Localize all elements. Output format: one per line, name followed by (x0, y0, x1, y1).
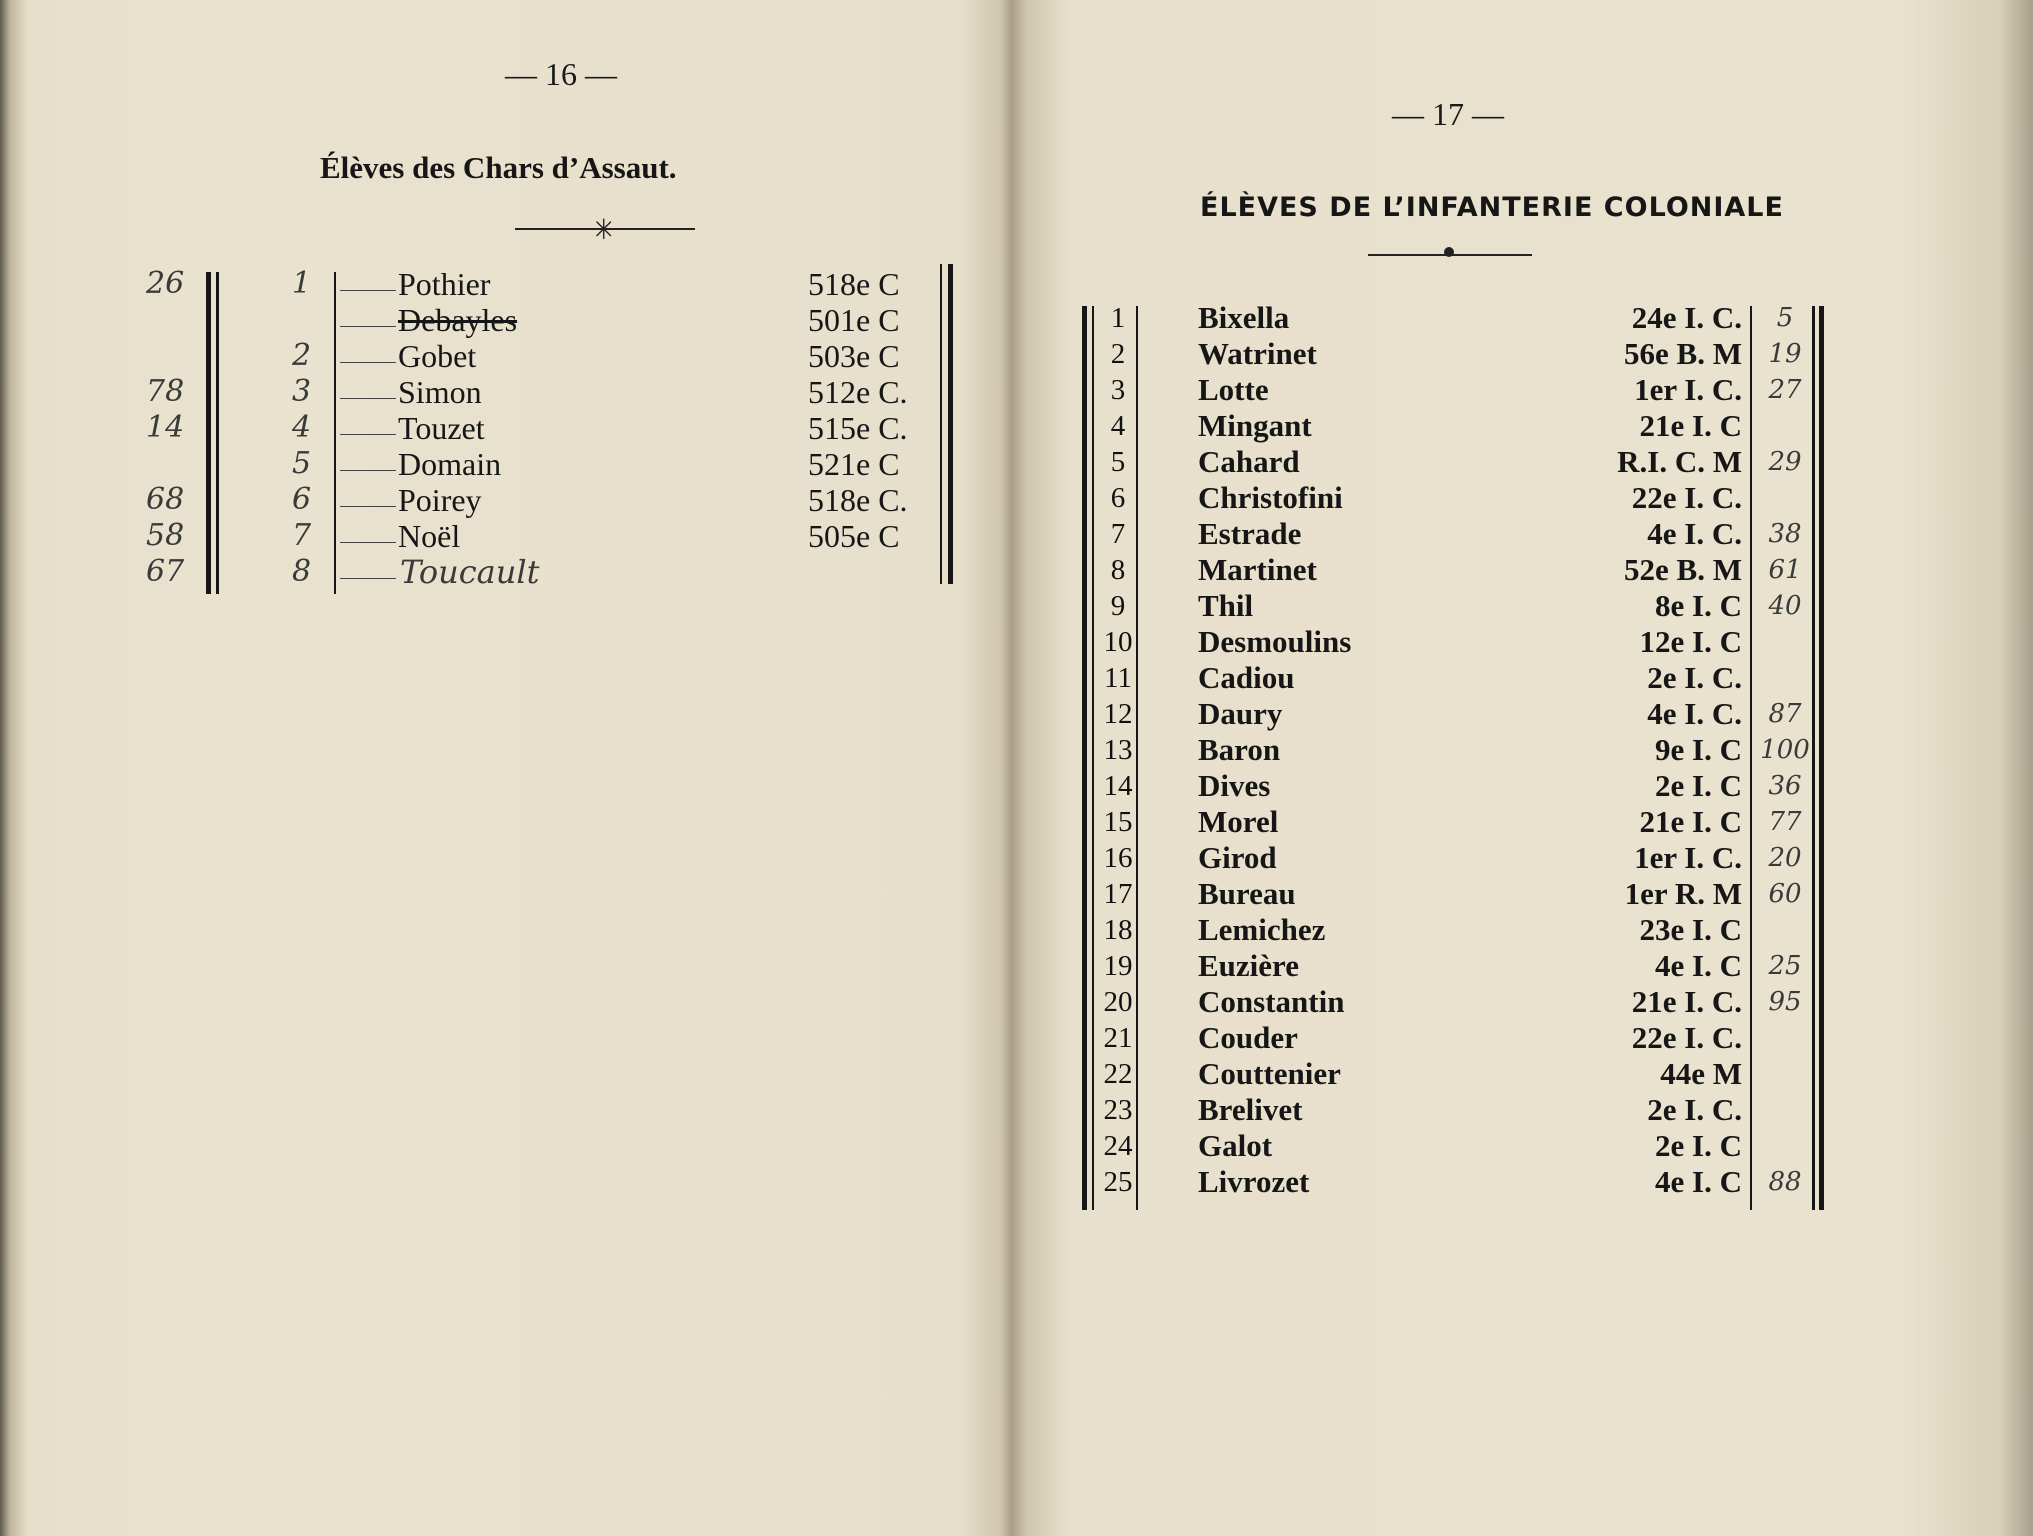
student-name: Christofini (1198, 480, 1343, 515)
table-row (1012, 1128, 2033, 1164)
table-row (1012, 408, 2033, 444)
row-number: 23 (1103, 1094, 1133, 1126)
leader-line (340, 506, 396, 507)
student-name: Baron (1198, 732, 1281, 767)
leader-line (340, 470, 396, 471)
student-name: Estrade (1198, 516, 1302, 551)
student-name: Dives (1198, 768, 1271, 803)
student-name: Lotte (1198, 372, 1269, 407)
table-row (1012, 624, 2033, 660)
row-number: 3 (1110, 374, 1126, 406)
table-row (1012, 876, 2033, 912)
list-item (0, 518, 1012, 554)
student-name: Martinet (1198, 552, 1317, 587)
row-number: 24 (1103, 1130, 1133, 1162)
row-number: 6 (1110, 482, 1126, 514)
table-row (1012, 336, 2033, 372)
student-name: Noël (398, 518, 461, 554)
row-number: 4 (1110, 410, 1126, 442)
student-name: Cahard (1198, 444, 1300, 479)
list-item (0, 374, 1012, 410)
student-name: Constantin (1198, 984, 1345, 1019)
unit-label: 12e I. C (1639, 624, 1742, 659)
table-row (1012, 840, 2033, 876)
table-row (1012, 480, 2033, 516)
margin-note: 87 (1768, 699, 1802, 729)
student-name: Pothier (398, 266, 491, 302)
student-name: Bureau (1198, 876, 1296, 911)
row-number: 2 (1110, 338, 1126, 370)
student-name: Brelivet (1198, 1092, 1303, 1127)
margin-note: 14 (146, 410, 185, 445)
row-number: 8 (292, 554, 312, 589)
table-row (1012, 372, 2033, 408)
leader-line (340, 398, 396, 399)
row-number: 11 (1104, 662, 1132, 694)
row-number: 16 (1103, 842, 1133, 874)
student-name: Watrinet (1198, 336, 1317, 371)
margin-note: 5 (1776, 303, 1794, 333)
unit-label: 2e I. C (1655, 768, 1742, 803)
unit-label: 4e I. C. (1647, 696, 1742, 731)
table-row (1012, 588, 2033, 624)
row-number: 20 (1103, 986, 1133, 1018)
row-number: 10 (1103, 626, 1133, 658)
left-page-title: Élèves des Chars d’Assaut. (320, 150, 677, 185)
row-number: 1 (292, 266, 312, 301)
student-name: Mingant (1198, 408, 1312, 443)
unit-label: 518e C (808, 266, 900, 302)
unit-label: 1er R. M (1624, 876, 1742, 911)
table-row (1012, 444, 2033, 480)
unit-label: 23e I. C (1639, 912, 1742, 947)
row-number: 5 (292, 446, 312, 481)
unit-label: 22e I. C. (1631, 1020, 1742, 1055)
unit-label: 4e I. C. (1647, 516, 1742, 551)
row-number: 15 (1103, 806, 1133, 838)
unit-label: 22e I. C. (1631, 480, 1742, 515)
list-item (0, 338, 1012, 374)
student-name: Euzière (1198, 948, 1300, 983)
row-number: 12 (1103, 698, 1133, 730)
leader-line (340, 542, 396, 543)
row-number: 9 (1110, 590, 1126, 622)
table-row (1012, 804, 2033, 840)
student-name: Thil (1198, 588, 1254, 623)
margin-note: 29 (1768, 447, 1802, 477)
student-name: Gobet (398, 338, 477, 374)
row-number: 21 (1103, 1022, 1133, 1054)
student-name: Galot (1198, 1128, 1273, 1163)
unit-label: 4e I. C (1655, 948, 1742, 983)
row-number: 14 (1103, 770, 1133, 802)
margin-note: 95 (1768, 987, 1802, 1017)
left-page-number: — 16 — (505, 56, 617, 92)
margin-note: 100 (1760, 735, 1810, 765)
margin-note: 68 (146, 482, 185, 517)
margin-note: 60 (1768, 879, 1802, 909)
leader-line (340, 362, 396, 363)
left-page (0, 0, 1012, 1536)
unit-label: 21e I. C (1639, 408, 1742, 443)
student-name: Touzet (398, 410, 485, 446)
row-number: 2 (292, 338, 312, 373)
unit-label: 2e I. C (1655, 1128, 1742, 1163)
table-row (1012, 1056, 2033, 1092)
margin-note: 58 (146, 518, 185, 553)
student-name: Desmoulins (1198, 624, 1352, 659)
table-row (1012, 768, 2033, 804)
row-number: 17 (1103, 878, 1133, 910)
row-number: 19 (1103, 950, 1133, 982)
table-row (1012, 1020, 2033, 1056)
student-name: Debayles (398, 302, 518, 338)
student-name: Morel (1198, 804, 1279, 839)
ornament-star: ✳ (592, 215, 616, 246)
leader-line (340, 290, 396, 291)
margin-note: 25 (1768, 951, 1802, 981)
row-number: 7 (292, 518, 312, 553)
unit-label: 9e I. C (1655, 732, 1742, 767)
leader-line (340, 326, 396, 327)
student-name: Cadiou (1198, 660, 1295, 695)
student-name: Livrozet (1198, 1164, 1310, 1199)
student-name: Lemichez (1198, 912, 1326, 947)
margin-note: 26 (146, 266, 185, 301)
unit-label: 521e C (808, 446, 900, 482)
table-row (1012, 984, 2033, 1020)
margin-note: 78 (146, 374, 185, 409)
margin-note: 19 (1768, 339, 1802, 369)
list-item (0, 446, 1012, 482)
unit-label: 56e B. M (1624, 336, 1742, 371)
list-item (0, 410, 1012, 446)
unit-label: 501e C (808, 302, 900, 338)
student-name: Daury (1198, 696, 1283, 731)
margin-note: 36 (1768, 771, 1802, 801)
margin-note: 88 (1768, 1167, 1802, 1197)
row-number: 5 (1110, 446, 1126, 478)
student-name: Couder (1198, 1020, 1298, 1055)
list-item (0, 554, 1012, 590)
table-row (1012, 660, 2033, 696)
unit-label: 2e I. C. (1647, 1092, 1742, 1127)
row-number: 13 (1103, 734, 1133, 766)
unit-label: R.I. C. M (1617, 444, 1742, 479)
table-row (1012, 948, 2033, 984)
unit-label: 1er I. C. (1634, 372, 1742, 407)
table-row (1012, 552, 2033, 588)
row-number: 18 (1103, 914, 1133, 946)
student-name: Girod (1198, 840, 1277, 875)
right-page-title: ÉLÈVES DE L’INFANTERIE COLONIALE (1200, 192, 1784, 223)
unit-label: 8e I. C (1655, 588, 1742, 623)
row-number: 25 (1103, 1166, 1133, 1198)
row-number: 8 (1110, 554, 1126, 586)
row-number: 4 (292, 410, 312, 445)
row-number: 3 (292, 374, 312, 409)
table-row (1012, 696, 2033, 732)
unit-label: 518e C. (808, 482, 908, 518)
right-page-number: — 17 — (1392, 96, 1504, 132)
list-item (0, 482, 1012, 518)
unit-label: 21e I. C (1639, 804, 1742, 839)
list-item (0, 302, 1012, 338)
margin-note: 61 (1768, 555, 1802, 585)
student-name: Toucault (400, 553, 540, 591)
unit-label: 24e I. C. (1631, 300, 1742, 335)
margin-note: 27 (1768, 375, 1802, 405)
ornament-dot (1444, 247, 1454, 257)
margin-note: 20 (1768, 843, 1802, 873)
student-name: Poirey (398, 482, 482, 518)
student-name: Bixella (1198, 300, 1290, 335)
list-item (0, 266, 1012, 302)
margin-note: 77 (1768, 807, 1802, 837)
unit-label: 4e I. C (1655, 1164, 1742, 1199)
row-number: 22 (1103, 1058, 1133, 1090)
student-name: Simon (398, 374, 482, 410)
student-name: Couttenier (1198, 1056, 1341, 1091)
row-number: 1 (1110, 302, 1126, 334)
row-number: 7 (1110, 518, 1126, 550)
right-page (1012, 0, 2033, 1536)
unit-label: 52e B. M (1624, 552, 1742, 587)
unit-label: 1er I. C. (1634, 840, 1742, 875)
unit-label: 44e M (1660, 1056, 1742, 1091)
margin-note: 38 (1768, 519, 1802, 549)
student-name: Domain (398, 446, 502, 482)
table-row (1012, 516, 2033, 552)
leader-line (340, 434, 396, 435)
unit-label: 512e C. (808, 374, 908, 410)
table-row (1012, 912, 2033, 948)
table-row (1012, 300, 2033, 336)
unit-label: 503e C (808, 338, 900, 374)
leader-line (340, 578, 396, 579)
unit-label: 515e C. (808, 410, 908, 446)
unit-label: 2e I. C. (1647, 660, 1742, 695)
margin-note: 40 (1768, 591, 1802, 621)
unit-label: 505e C (808, 518, 900, 554)
unit-label: 21e I. C. (1631, 984, 1742, 1019)
margin-note: 67 (146, 554, 185, 589)
table-row (1012, 1092, 2033, 1128)
row-number: 6 (292, 482, 312, 517)
table-row (1012, 1164, 2033, 1200)
table-row (1012, 732, 2033, 768)
